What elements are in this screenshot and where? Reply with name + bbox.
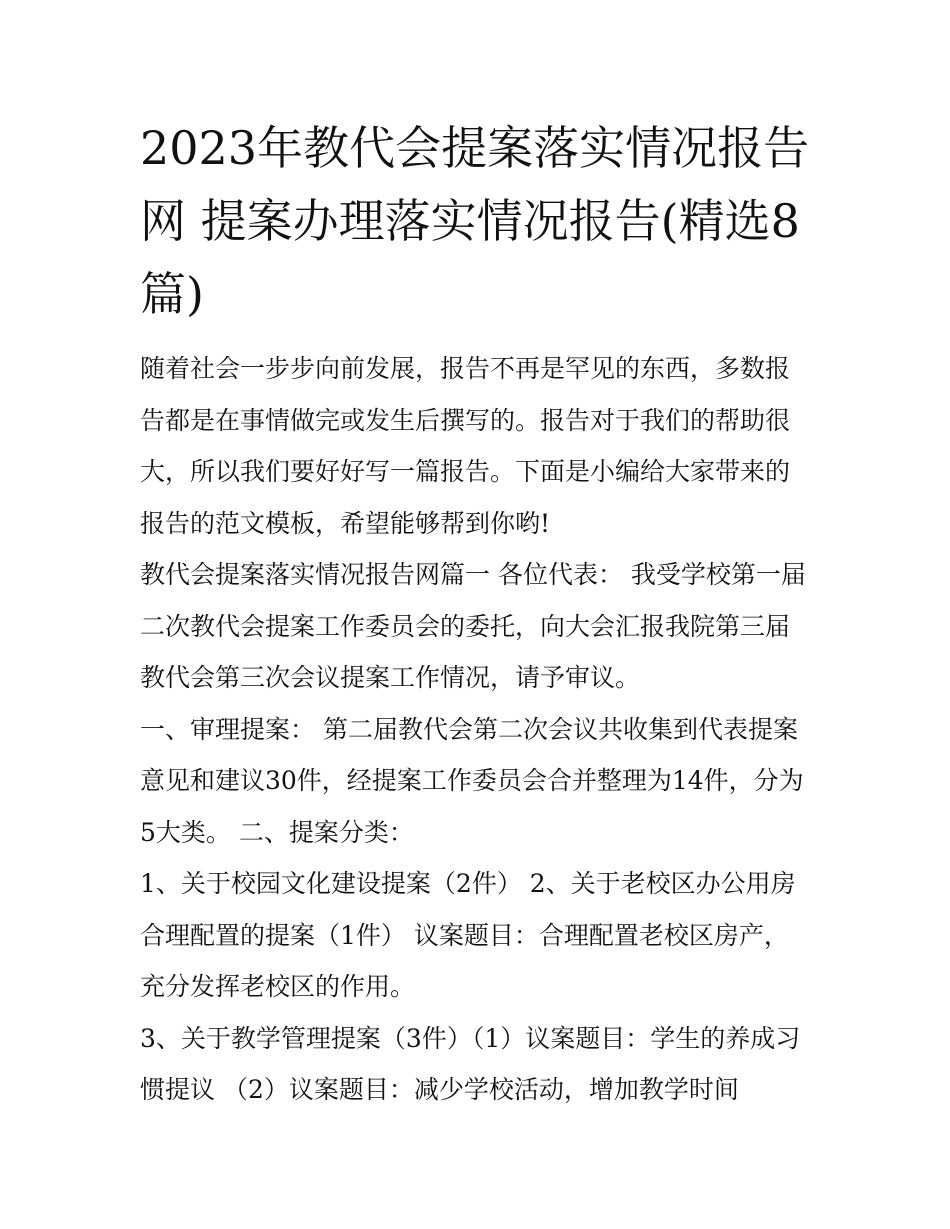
document-content — [140, 112, 812, 1116]
paragraph-categories-1-2: 1、关于校园文化建设提案（2件） 2、关于老校区办公用房合理配置的提案（1件） 议案题目：合理配置老校区房产，充分发挥老校区的作用。 — [140, 869, 796, 1001]
paragraph-review: 一、审理提案： 第二届教代会第二次会议共收集到代表提案意见和建议30件，经提案工作委员会合并整理为14件，分为5大类。 二、提案分类： — [140, 714, 804, 847]
paragraph-intro: 随着社会一步步向前发展，报告不再是罕见的东西，多数报告都是在事情做完或发生后撰写的。报告对于我们的帮助很大，所以我们要好好写一篇报告。下面是小编给大家带来的报告的范文模板，希望能够帮到你哟! — [140, 354, 791, 538]
paragraph-category-3: 3、关于教学管理提案（3件）（1）议案题目：学生的养成习惯提议 （2）议案题目：减少学校活动，增加教学时间 — [140, 1023, 801, 1104]
document-title: 2023年教代会提案落实情况报告网 提案办理落实情况报告(精选8篇) — [140, 121, 810, 321]
paragraph-opening: 教代会提案落实情况报告网篇一 各位代表： 我受学校第一届二次教代会提案工作委员会的委托，向大会汇报我院第三届教代会第三次会议提案工作情况，请予审议。 — [140, 560, 806, 692]
